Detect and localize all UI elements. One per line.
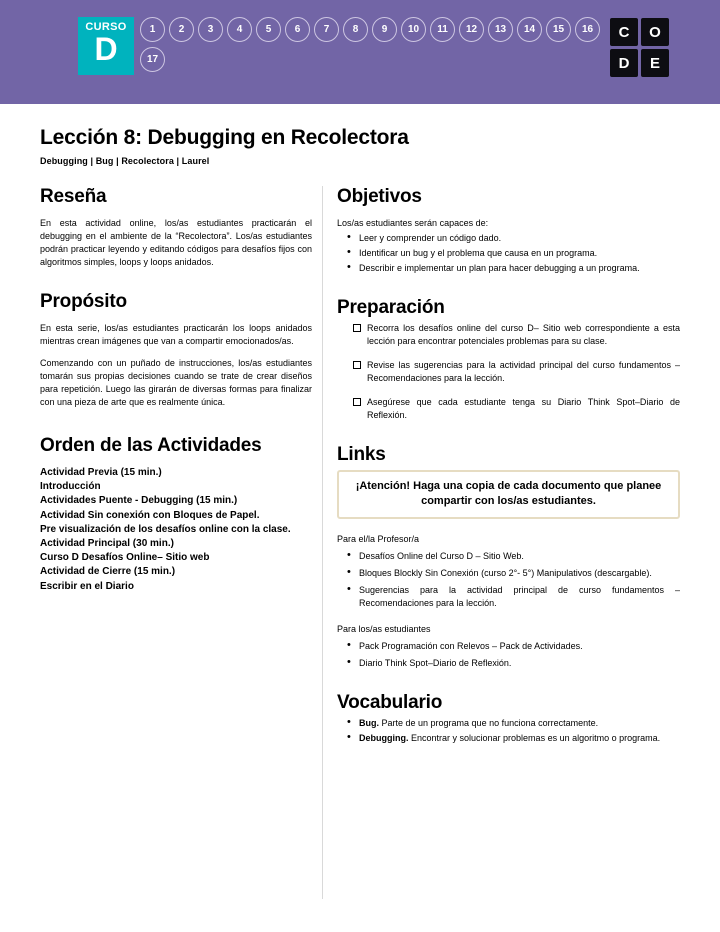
- activity-item: Actividad Previa (15 min.): [40, 467, 162, 478]
- lesson-number-1[interactable]: 1: [140, 17, 165, 42]
- activity-order-list: [40, 466, 312, 594]
- links-student-list[interactable]: [337, 640, 680, 670]
- preparacion-item[interactable]: Asegúrese que cada estudiante tenga su Diario Think Spot–Diario de Reflexión.: [367, 397, 680, 420]
- vocabulario-item: [359, 717, 680, 730]
- lesson-number-13[interactable]: 13: [488, 17, 513, 42]
- links-teacher-list[interactable]: [337, 550, 680, 610]
- course-badge: [78, 17, 134, 75]
- section-links: [337, 444, 680, 670]
- objetivo-item: • Leer y comprender un código dado.: [359, 232, 680, 245]
- vocabulario-definition: Parte de un programa que no funciona correctamente.: [379, 718, 599, 728]
- lesson-keywords: Debugging | Bug | Recolectora | Laurel: [40, 156, 210, 166]
- course-badge-letter: D: [94, 31, 118, 67]
- lesson-number-2[interactable]: 2: [169, 17, 194, 42]
- activity-item: Escribir en el Diario: [40, 580, 134, 592]
- logo-tile-d: D: [610, 49, 638, 77]
- activity-item: Curso D Desafíos Online– Sitio web: [40, 552, 210, 564]
- objetivos-list: [337, 232, 680, 275]
- column-divider: [322, 186, 323, 899]
- vocabulario-list: [337, 717, 680, 745]
- section-proposito: [40, 291, 312, 409]
- objetivo-item: • Identificar un bug y el problema que causa en un programa.: [359, 247, 680, 260]
- links-teacher-label: Para el/la Profesor/a: [337, 534, 420, 544]
- link-item[interactable]: • Pack Programación con Relevos – Pack de Actividades.: [359, 640, 680, 653]
- proposito-heading: Propósito: [40, 291, 127, 312]
- link-item[interactable]: • Diario Think Spot–Diario de Reflexión.: [359, 657, 680, 670]
- course-badge-label: CURSO: [85, 21, 127, 33]
- course-header-bar: [0, 0, 720, 104]
- lesson-page: [0, 104, 720, 899]
- header-content: [78, 17, 706, 77]
- code-org-logo: [610, 18, 670, 77]
- link-item[interactable]: • Desafíos Online del Curso D – Sitio Web.: [359, 550, 680, 563]
- lesson-number-3[interactable]: 3: [198, 17, 223, 42]
- left-column: [40, 186, 322, 899]
- lesson-number-14[interactable]: 14: [517, 17, 542, 42]
- section-preparacion: [337, 297, 680, 422]
- preparacion-item[interactable]: Recorra los desafíos online del curso D– Sitio web correspondiente a esta lección para encontrar potenciales problemas para su clase.: [367, 323, 680, 346]
- objetivo-item: • Describir e implementar un plan para hacer debugging a un programa.: [359, 262, 680, 275]
- section-objetivos: [337, 186, 680, 275]
- attention-callout: ¡Atención! Haga una copia de cada documento que planee compartir con los/as estudiantes.: [337, 470, 680, 519]
- activity-item: Actividad Principal (30 min.): [40, 538, 174, 550]
- lesson-number-7[interactable]: 7: [314, 17, 339, 42]
- vocabulario-term: Bug.: [359, 718, 379, 728]
- logo-tile-e: E: [641, 49, 669, 77]
- lesson-number-17[interactable]: 17: [140, 47, 165, 72]
- link-item[interactable]: • Bloques Blockly Sin Conexión (curso 2°- 5°) Manipulativos (descargable).: [359, 567, 680, 580]
- logo-tile-o: O: [641, 18, 669, 46]
- lesson-number-11[interactable]: 11: [430, 17, 455, 42]
- right-column: [337, 186, 680, 899]
- link-item[interactable]: • Sugerencias para la actividad principal de curso fundamentos – Recomendaciones para la lección.: [359, 584, 680, 610]
- vocabulario-definition: Encontrar y solucionar problemas es un algoritmo o programa.: [408, 733, 661, 743]
- two-column-layout: [0, 186, 720, 899]
- activity-item: Pre visualización de los desafíos online con la clase.: [40, 523, 291, 535]
- lesson-title-block: [0, 104, 720, 166]
- vocabulario-heading: Vocabulario: [337, 692, 443, 713]
- lesson-number-16[interactable]: 16: [575, 17, 600, 42]
- lesson-number-6[interactable]: 6: [285, 17, 310, 42]
- preparacion-checklist[interactable]: [337, 322, 680, 422]
- lesson-number-9[interactable]: 9: [372, 17, 397, 42]
- objetivos-heading: Objetivos: [337, 186, 422, 207]
- lesson-number-5[interactable]: 5: [256, 17, 281, 42]
- preparacion-item[interactable]: Revise las sugerencias para la actividad principal del curso fundamentos – Recomendaciones para la lección.: [367, 360, 680, 383]
- vocabulario-term: Debugging.: [359, 733, 409, 743]
- links-student-label: Para los/as estudiantes: [337, 624, 431, 634]
- objetivos-lead: Los/as estudiantes serán capaces de:: [337, 218, 489, 228]
- logo-tile-c: C: [610, 18, 638, 46]
- lesson-number-10[interactable]: 10: [401, 17, 426, 42]
- lesson-number-15[interactable]: 15: [546, 17, 571, 42]
- links-heading: Links: [337, 444, 386, 465]
- lesson-number-4[interactable]: 4: [227, 17, 252, 42]
- section-vocabulario: [337, 692, 680, 745]
- orden-actividades-heading: Orden de las Actividades: [40, 435, 262, 456]
- activity-item: Actividad de Cierre (15 min.): [40, 566, 176, 578]
- lesson-number-8[interactable]: 8: [343, 17, 368, 42]
- lesson-number-12[interactable]: 12: [459, 17, 484, 42]
- page-title: Lección 8: Debugging en Recolectora: [40, 126, 409, 149]
- activity-item: Actividad Sin conexión con Bloques de Papel.: [40, 509, 260, 521]
- proposito-paragraph-2: Comenzando con un puñado de instrucciones, los/as estudiantes tomarán sus propias decisiones cuando se trate de crear diseños para repetición. Luego las girarán de diversas formas para finalizar con una pieza de arte que es realmente única.: [40, 358, 312, 407]
- activity-item: Introducción: [40, 481, 101, 493]
- lesson-number-nav[interactable]: [134, 17, 610, 77]
- proposito-paragraph-1: En esta serie, los/as estudiantes practicarán los loops anidados mientras crean imágenes que van a compartir emocionados/as.: [40, 323, 312, 346]
- section-resena: [40, 186, 312, 269]
- section-orden-actividades: [40, 435, 312, 594]
- resena-paragraph: En esta actividad online, los/as estudiantes practicarán el debugging en el ambiente de la “Recolectora”. Los/as estudiantes podrán practicar leyendo y editando códigos para desafíos fijos con algoritmos simples, loops y loops anidados.: [40, 218, 312, 267]
- activity-item: Actividades Puente - Debugging (15 min.): [40, 495, 238, 507]
- resena-heading: Reseña: [40, 186, 107, 207]
- vocabulario-item: [359, 732, 680, 745]
- preparacion-heading: Preparación: [337, 297, 445, 318]
